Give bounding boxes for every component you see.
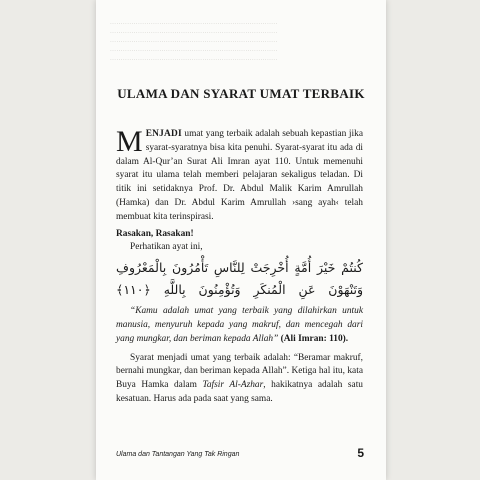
- drop-cap: M: [116, 125, 143, 158]
- closing-paragraph: Syarat menjadi umat yang terbaik adalah: “Beramar makruf, bernahi mungkar, dan beriman kepada Allah”. Ketiga hal itu, kata Buya Hamka dalam Tafsir Al-Azhar, hakikatnya adalah satu kesatuan. Harus ada pada saat yang sama.: [116, 352, 363, 404]
- book-page: [96, 0, 386, 480]
- verse-reference: (Ali Imran: 110).: [280, 333, 349, 344]
- book-reference: Tafsir Al-Azhar: [202, 380, 264, 391]
- opening-paragraph: [116, 125, 363, 225]
- quran-verse-arabic: [116, 257, 363, 301]
- bleed-through-text: .............................................................................. .............................................................................. .............................................................................. .............................................................................. ..............................................................................: [110, 18, 278, 62]
- section-subheading: Rasakan, Rasakan!: [116, 228, 194, 239]
- arabic-line-2: وَتَنْهَوْنَ عَنِ الْمُنكَرِ وَتُؤْمِنُونَ بِاللَّهِ ﴿١١٠﴾: [116, 282, 363, 298]
- running-footer: Ulama dan Tantangan Yang Tak Ringan: [116, 451, 240, 458]
- opening-word: ENJADI: [145, 129, 182, 139]
- chapter-title: ULAMA DAN SYARAT UMAT TERBAIK: [117, 86, 365, 101]
- page-number: 5: [357, 446, 364, 460]
- opening-paragraph-text: umat yang terbaik adalah sebuah kepastian jika syarat-syaratnya bisa kita penuhi. Syarat-syarat itu ada di dalam Al-Qur’an Surat Ali Imran ayat 110. Untuk memenuhi syarat itu ulama telah memberi pelajaran sekaligus teladan. Di titik ini setidaknya Prof. Dr. Abdul Malik Karim Amrullah (Hamka) dan Dr. Abdul Karim Amrullah ›sang ayah‹ telah membuat kita terinspirasi.: [116, 129, 363, 222]
- arabic-line-1: كُنتُمْ خَيْرَ أُمَّةٍ أُخْرِجَتْ لِلنَّاسِ تَأْمُرُونَ بِالْمَعْرُوفِ: [116, 260, 363, 276]
- translation-text: “Kamu adalah umat yang terbaik yang dilahirkan untuk manusia, menyuruh kepada yang makruf, dan mencegah dari yang mungkar, dan beriman kepada Allah”: [116, 306, 363, 344]
- verse-translation: [116, 305, 363, 346]
- page-body: [116, 125, 363, 407]
- verse-intro: Perhatikan ayat ini,: [130, 242, 203, 253]
